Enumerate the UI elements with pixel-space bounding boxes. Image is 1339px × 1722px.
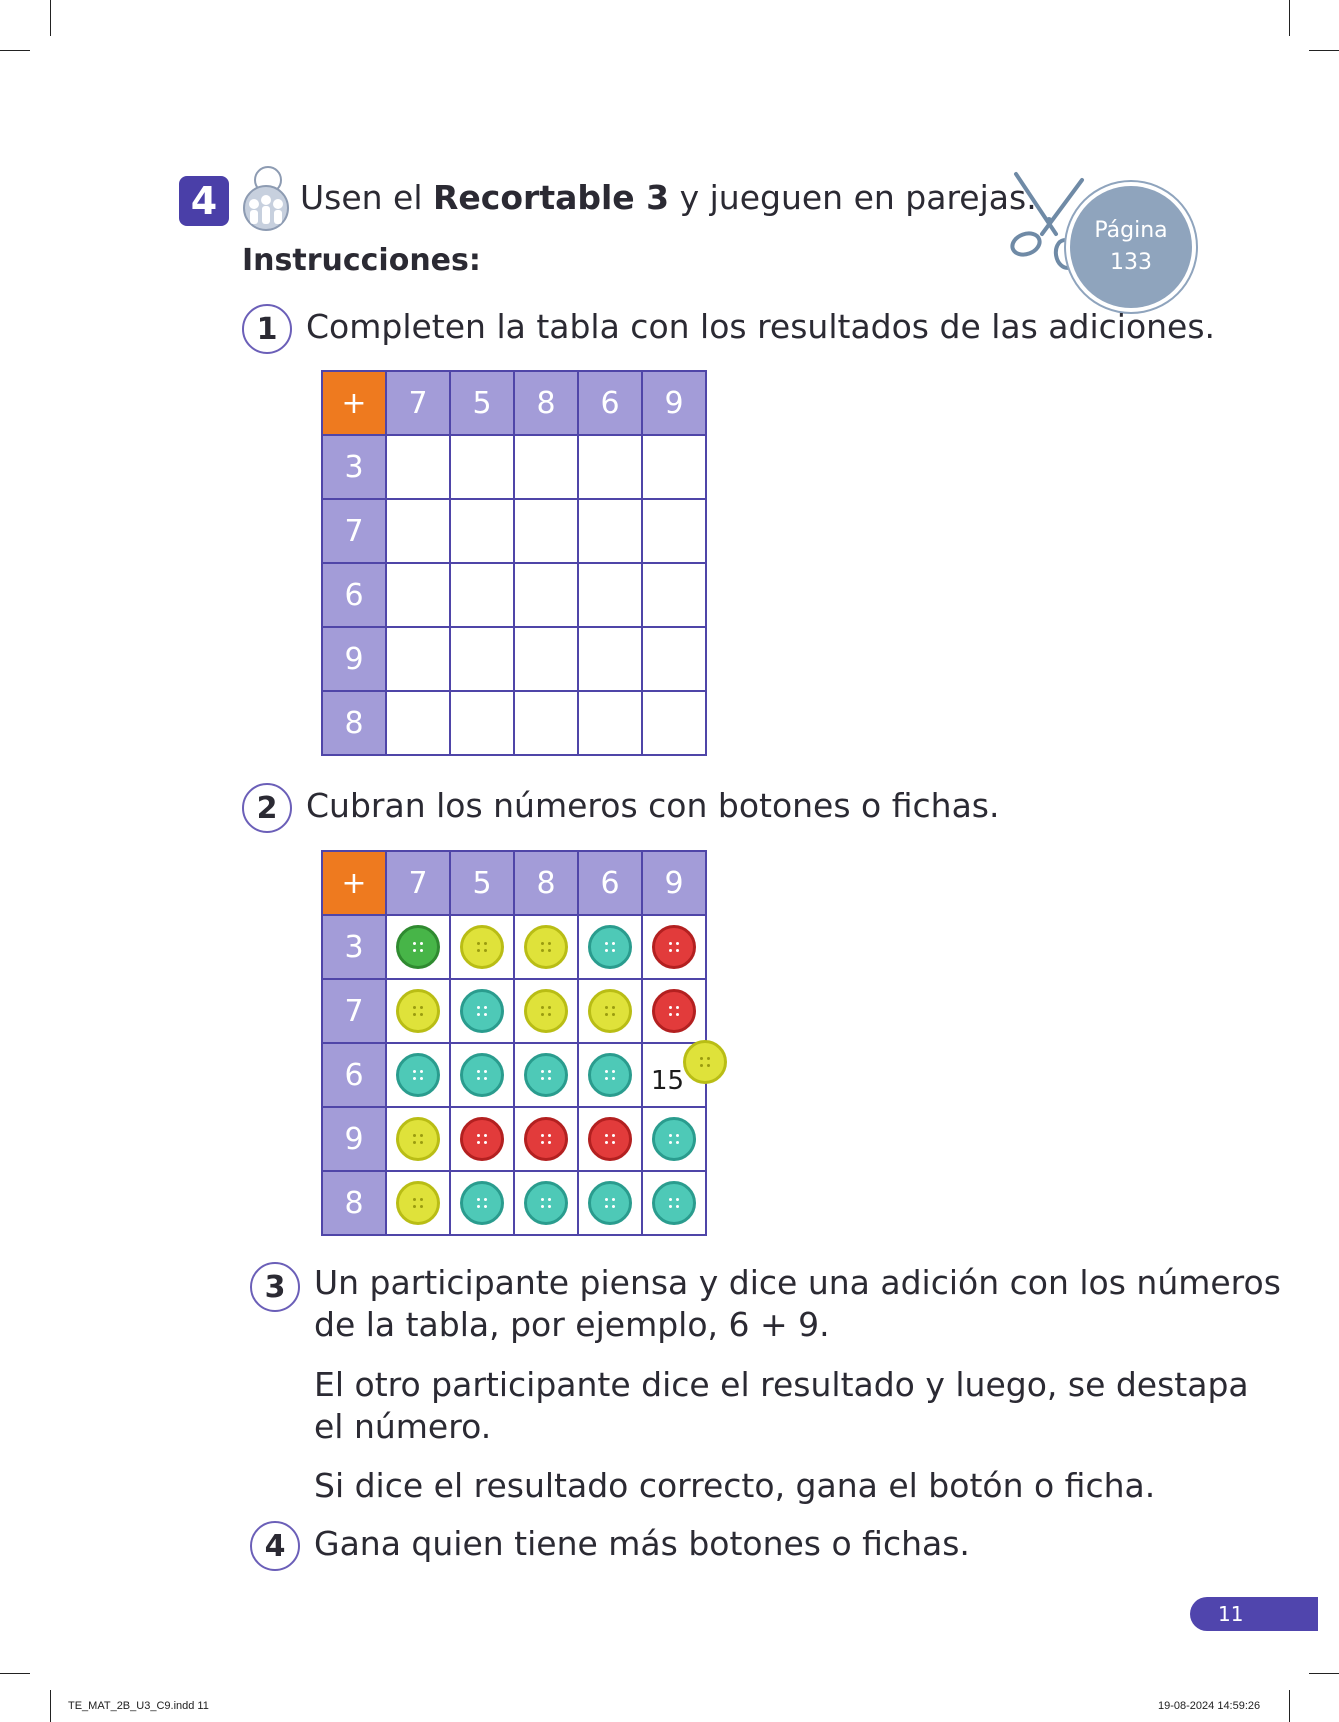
row-header: 8 xyxy=(322,691,386,755)
page-label: Página xyxy=(1094,218,1168,243)
row-header: 3 xyxy=(322,915,386,979)
step-2-text: Cubran los números con botones o fichas. xyxy=(306,786,1000,825)
instructions-label: Instrucciones: xyxy=(242,243,481,278)
answer-cell[interactable] xyxy=(386,435,450,499)
column-header: 8 xyxy=(514,371,578,435)
intro-text: Usen el xyxy=(300,178,434,217)
answer-cell[interactable] xyxy=(642,435,706,499)
covered-cell[interactable] xyxy=(514,915,578,979)
step-3-line-4: el número. xyxy=(314,1407,492,1446)
column-header: 7 xyxy=(386,851,450,915)
crop-mark xyxy=(1309,1673,1339,1674)
operator-cell: + xyxy=(322,851,386,915)
answer-cell[interactable] xyxy=(450,435,514,499)
answer-cell[interactable] xyxy=(514,563,578,627)
answer-cell[interactable] xyxy=(386,691,450,755)
intro-text-end: y jueguen en parejas. xyxy=(669,178,1037,217)
column-header: 6 xyxy=(578,851,642,915)
activity-intro xyxy=(300,178,1037,217)
step-3-line-5: Si dice el resultado correcto, gana el botón o ficha. xyxy=(314,1466,1156,1505)
covered-cell[interactable] xyxy=(578,915,642,979)
yellow-button[interactable] xyxy=(396,989,440,1033)
lifted-button[interactable] xyxy=(683,1040,727,1084)
yellow-button[interactable] xyxy=(396,1117,440,1161)
page-number: 11 xyxy=(1190,1597,1318,1631)
covered-cell[interactable] xyxy=(578,979,642,1043)
teal-button[interactable] xyxy=(588,925,632,969)
answer-cell[interactable] xyxy=(514,435,578,499)
step-3-line-3: El otro participante dice el resultado y luego, se destapa xyxy=(314,1365,1249,1404)
teal-button[interactable] xyxy=(460,989,504,1033)
pair-work-icon xyxy=(238,164,294,232)
covered-cell[interactable] xyxy=(578,1043,642,1107)
row-header: 9 xyxy=(322,627,386,691)
teal-button[interactable] xyxy=(460,1053,504,1097)
covered-cell[interactable] xyxy=(450,1171,514,1235)
row-header: 6 xyxy=(322,1043,386,1107)
covered-cell[interactable] xyxy=(386,1107,450,1171)
teal-button[interactable] xyxy=(396,1053,440,1097)
red-button[interactable] xyxy=(588,1117,632,1161)
addition-table-buttons xyxy=(321,850,707,1236)
answer-cell[interactable] xyxy=(514,627,578,691)
yellow-button[interactable] xyxy=(524,989,568,1033)
answer-cell[interactable] xyxy=(386,563,450,627)
covered-cell[interactable] xyxy=(642,1171,706,1235)
yellow-button[interactable] xyxy=(396,1181,440,1225)
row-header: 7 xyxy=(322,979,386,1043)
answer-cell[interactable] xyxy=(450,691,514,755)
covered-cell[interactable] xyxy=(514,1043,578,1107)
row-header: 3 xyxy=(322,435,386,499)
answer-cell[interactable] xyxy=(642,691,706,755)
step-number-1: 1 xyxy=(242,304,292,354)
covered-cell[interactable] xyxy=(514,979,578,1043)
covered-cell[interactable] xyxy=(450,1107,514,1171)
answer-cell[interactable] xyxy=(450,563,514,627)
column-header: 9 xyxy=(642,851,706,915)
covered-cell[interactable] xyxy=(386,979,450,1043)
covered-cell[interactable] xyxy=(578,1171,642,1235)
cutout-reference: Recortable 3 xyxy=(433,178,670,217)
covered-cell[interactable] xyxy=(642,1107,706,1171)
answer-cell[interactable] xyxy=(642,563,706,627)
crop-mark xyxy=(0,1673,30,1674)
answer-cell[interactable] xyxy=(450,499,514,563)
answer-cell[interactable] xyxy=(642,499,706,563)
step-3-line-2: de la tabla, por ejemplo, 6 + 9. xyxy=(314,1305,830,1344)
step-number-2: 2 xyxy=(242,783,292,833)
revealed-sum: 15 xyxy=(651,1066,685,1096)
answer-cell[interactable] xyxy=(514,499,578,563)
column-header: 5 xyxy=(450,851,514,915)
red-button[interactable] xyxy=(652,989,696,1033)
yellow-button[interactable] xyxy=(588,989,632,1033)
cutout-page-badge xyxy=(1070,186,1192,308)
column-header: 8 xyxy=(514,851,578,915)
answer-cell[interactable] xyxy=(578,563,642,627)
covered-cell[interactable] xyxy=(450,915,514,979)
file-slug: TE_MAT_2B_U3_C9.indd 11 xyxy=(68,1700,209,1712)
answer-cell[interactable] xyxy=(578,691,642,755)
teal-button[interactable] xyxy=(652,1117,696,1161)
answer-cell[interactable] xyxy=(578,627,642,691)
answer-cell[interactable] xyxy=(386,627,450,691)
answer-cell[interactable] xyxy=(578,435,642,499)
row-header: 8 xyxy=(322,1171,386,1235)
teal-button[interactable] xyxy=(652,1181,696,1225)
yellow-button[interactable] xyxy=(460,925,504,969)
yellow-button[interactable] xyxy=(524,925,568,969)
step-number-4: 4 xyxy=(250,1521,300,1571)
crop-mark xyxy=(0,50,30,51)
print-timestamp: 19-08-2024 14:59:26 xyxy=(1158,1700,1261,1712)
answer-cell[interactable] xyxy=(578,499,642,563)
column-header: 5 xyxy=(450,371,514,435)
yellow-button[interactable] xyxy=(683,1040,727,1084)
teal-button[interactable] xyxy=(524,1181,568,1225)
answer-cell[interactable] xyxy=(514,691,578,755)
red-button[interactable] xyxy=(652,925,696,969)
step-number-3: 3 xyxy=(250,1262,300,1312)
teal-button[interactable] xyxy=(524,1053,568,1097)
crop-mark xyxy=(50,0,51,36)
answer-cell[interactable] xyxy=(450,627,514,691)
covered-cell[interactable] xyxy=(450,979,514,1043)
activity-number-badge: 4 xyxy=(179,176,229,226)
teal-button[interactable] xyxy=(588,1181,632,1225)
covered-cell[interactable] xyxy=(642,915,706,979)
teal-button[interactable] xyxy=(460,1181,504,1225)
crop-mark xyxy=(50,1690,51,1722)
green-button[interactable] xyxy=(396,925,440,969)
step-1-text: Completen la tabla con los resultados de las adiciones. xyxy=(306,307,1216,346)
addition-table-empty xyxy=(321,370,707,756)
answer-cell[interactable] xyxy=(386,499,450,563)
covered-cell[interactable] xyxy=(578,1107,642,1171)
red-button[interactable] xyxy=(460,1117,504,1161)
crop-mark xyxy=(1289,0,1290,36)
covered-cell[interactable] xyxy=(514,1107,578,1171)
covered-cell[interactable] xyxy=(450,1043,514,1107)
crop-mark xyxy=(1309,50,1339,51)
answer-cell[interactable] xyxy=(642,627,706,691)
page-reference-number: 133 xyxy=(1110,250,1152,275)
teal-button[interactable] xyxy=(588,1053,632,1097)
operator-cell: + xyxy=(322,371,386,435)
step-3-line-1: Un participante piensa y dice una adición con los números xyxy=(314,1263,1281,1302)
row-header: 6 xyxy=(322,563,386,627)
column-header: 9 xyxy=(642,371,706,435)
step-4-text: Gana quien tiene más botones o fichas. xyxy=(314,1524,970,1563)
crop-mark xyxy=(1289,1690,1290,1722)
row-header: 7 xyxy=(322,499,386,563)
column-header: 6 xyxy=(578,371,642,435)
covered-cell[interactable] xyxy=(386,1171,450,1235)
row-header: 9 xyxy=(322,1107,386,1171)
covered-cell[interactable] xyxy=(386,915,450,979)
covered-cell[interactable] xyxy=(642,979,706,1043)
covered-cell[interactable] xyxy=(386,1043,450,1107)
column-header: 7 xyxy=(386,371,450,435)
red-button[interactable] xyxy=(524,1117,568,1161)
covered-cell[interactable] xyxy=(514,1171,578,1235)
